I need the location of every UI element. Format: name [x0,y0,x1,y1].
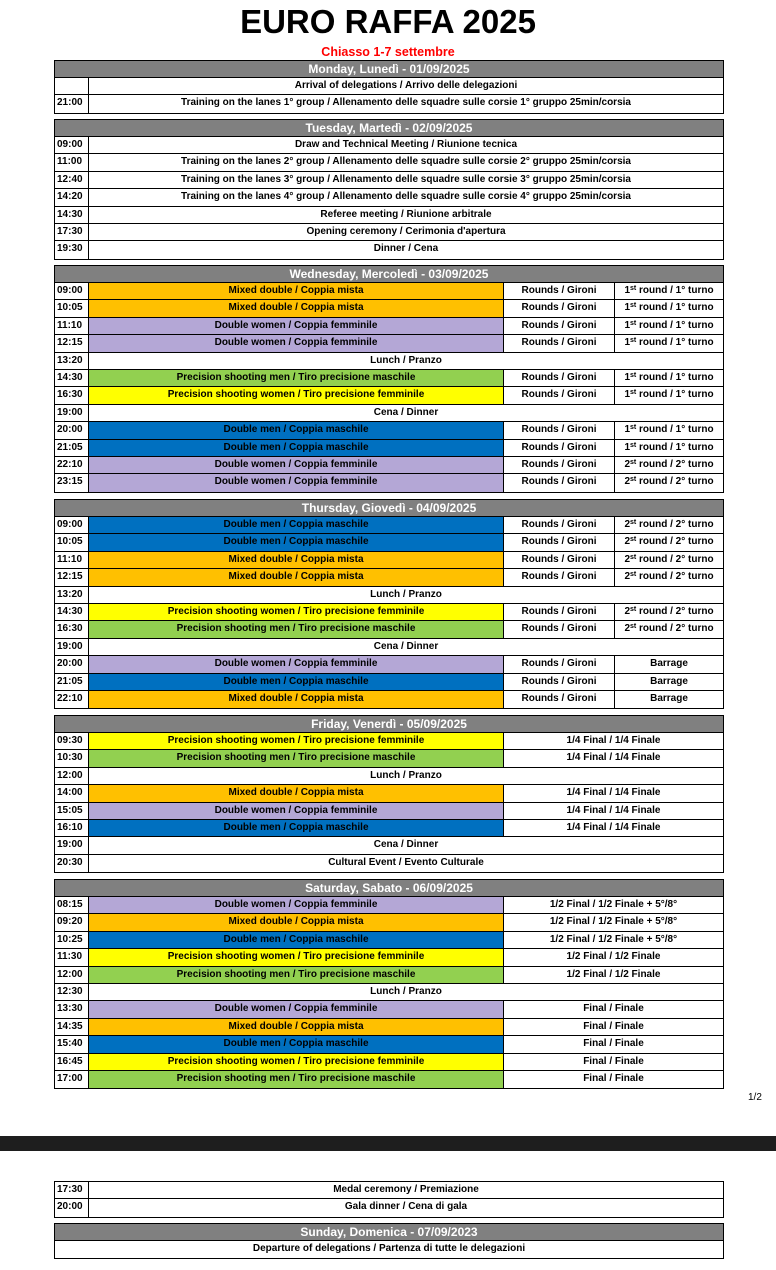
round-label: round / 2° turno [636,623,714,635]
round-number: Barrage [650,675,688,687]
event-cell: Double women / Coppia femminile [89,897,504,913]
round-ordinal-suffix: st [630,571,637,579]
event-cell: Double women / Coppia femminile [89,1001,504,1017]
round-ordinal-suffix: st [630,319,637,327]
day-header: Monday, Lunedì - 01/09/2025 [55,61,723,78]
time-cell: 10:30 [55,750,89,766]
stage-cell: Final / Finale [583,1003,644,1015]
schedule-row [55,370,723,387]
round-label: round / 2° turno [636,519,714,530]
event-cell: Medal ceremony / Premiazione [333,1184,479,1195]
time-cell: 14:30 [55,370,89,386]
time-cell: 08:15 [55,897,89,913]
round-ordinal-suffix: st [630,302,637,310]
round-number: Barrage [650,692,688,704]
stage-cell: 1/2 Final / 1/2 Finale [566,951,661,963]
event-cell: Arrival of delegations / Arrivo delle delegazioni [294,80,518,91]
round-label: round / 2° turno [636,536,714,548]
phase-cell: Rounds / Gironi [504,457,615,473]
event-cell: Double men / Coppia maschile [89,517,504,533]
event-cell: Precision shooting women / Tiro precisione femminile [89,604,504,620]
event-cell: Double men / Coppia maschile [89,440,504,456]
time-cell: 23:15 [55,474,89,491]
time-cell: 09:20 [55,914,89,930]
event-cell: Double men / Coppia maschile [89,932,504,948]
event-cell: Lunch / Pranzo [370,985,442,997]
schedule-row [55,1036,723,1053]
event-cell: Double men / Coppia maschile [89,674,504,690]
round-ordinal-suffix: st [630,605,637,613]
round-ordinal-suffix: st [630,476,637,484]
round-number: 1 [624,371,630,383]
stage-cell: Final / Finale [583,1020,644,1032]
time-cell: 17:00 [55,1071,89,1088]
schedule-row [55,1241,723,1258]
schedule-row [55,1001,723,1018]
time-cell: 14:35 [55,1019,89,1035]
time-cell: 20:00 [55,656,89,672]
round-cell [615,569,723,585]
time-cell: 13:20 [55,587,89,603]
round-number: 1 [624,424,630,436]
schedule-row [55,241,723,258]
round-cell [615,621,723,637]
schedule-row [55,517,723,534]
event-cell: Double women / Coppia femminile [89,457,504,473]
round-ordinal-suffix: st [630,553,637,561]
phase-cell: Rounds / Gironi [504,674,615,690]
schedule-row [55,353,723,370]
event-cell: Double men / Coppia maschile [89,1036,504,1052]
stage-cell: 1/4 Final / 1/4 Finale [566,735,661,746]
stage-cell: 1/4 Final / 1/4 Finale [566,752,661,764]
schedule-row [55,172,723,189]
round-label: round / 1° turno [636,424,714,436]
phase-cell: Rounds / Gironi [504,300,615,316]
phase-cell: Rounds / Gironi [504,517,615,533]
day-block [54,499,724,709]
round-number: Barrage [650,658,688,670]
round-cell [615,370,723,386]
round-cell [615,335,723,351]
round-cell [615,474,723,491]
round-number: 2 [624,536,630,548]
event-cell: Mixed double / Coppia mista [89,1019,504,1035]
time-cell: 12:30 [55,984,89,1000]
schedule-row [55,674,723,691]
time-cell: 14:30 [55,207,89,223]
event-cell: Departure of delegations / Partenza di tutte le delegazioni [252,1243,526,1254]
round-cell [615,440,723,456]
schedule-row [55,78,723,95]
round-ordinal-suffix: st [630,441,637,449]
stage-cell: 1/2 Final / 1/2 Finale + 5°/8° [549,899,678,910]
event-cell: Precision shooting women / Tiro precisione femminile [89,733,504,749]
round-ordinal-suffix: st [630,519,637,526]
event-cell: Mixed double / Coppia mista [89,914,504,930]
time-cell: 10:05 [55,534,89,550]
event-cell: Dinner / Cena [373,243,439,255]
time-cell: 15:40 [55,1036,89,1052]
round-cell [615,691,723,708]
round-number: 1 [624,337,630,349]
event-cell: Mixed double / Coppia mista [89,283,504,299]
time-cell: 11:10 [55,318,89,334]
stage-cell: Final / Finale [583,1055,644,1067]
schedule-row [55,820,723,837]
phase-cell: Rounds / Gironi [504,621,615,637]
round-cell [615,604,723,620]
round-number: 1 [624,389,630,401]
schedule-row [55,300,723,317]
time-cell: 19:30 [55,241,89,258]
round-ordinal-suffix: st [630,285,637,292]
phase-cell: Rounds / Gironi [504,604,615,620]
event-cell: Mixed double / Coppia mista [89,569,504,585]
document-subtitle: Chiasso 1-7 settembre [321,45,455,59]
event-cell: Draw and Technical Meeting / Riunione tecnica [294,139,518,150]
day-header: Tuesday, Martedì - 02/09/2025 [55,120,723,137]
phase-cell: Rounds / Gironi [504,318,615,334]
day-header: Thursday, Giovedì - 04/09/2025 [55,500,723,517]
schedule-row [55,474,723,491]
round-label: round / 1° turno [636,441,714,453]
time-cell: 22:10 [55,457,89,473]
time-cell: 09:30 [55,733,89,749]
round-number: 1 [624,285,630,296]
day-header: Saturday, Sabato - 06/09/2025 [55,880,723,897]
round-cell [615,300,723,316]
schedule-row [55,534,723,551]
schedule-row [55,949,723,966]
time-cell: 17:30 [55,224,89,240]
time-cell: 16:45 [55,1054,89,1070]
time-cell: 21:00 [55,95,89,112]
event-cell: Precision shooting men / Tiro precisione maschile [89,1071,504,1088]
day-block [54,1223,724,1259]
event-cell: Mixed double / Coppia mista [89,691,504,708]
time-cell: 22:10 [55,691,89,708]
schedule-row [55,318,723,335]
round-cell [615,283,723,299]
time-cell: 14:20 [55,189,89,205]
round-label: round / 1° turno [636,302,714,314]
round-ordinal-suffix: st [630,623,637,631]
time-cell: 09:00 [55,137,89,153]
schedule-row [55,1019,723,1036]
round-ordinal-suffix: st [630,337,637,345]
schedule-row [55,569,723,586]
event-cell: Double women / Coppia femminile [89,335,504,351]
time-cell: 09:00 [55,517,89,533]
event-cell: Mixed double / Coppia mista [89,552,504,568]
day-header: Friday, Venerdì - 05/09/2025 [55,716,723,733]
event-cell: Cena / Dinner [373,839,439,851]
event-cell: Double men / Coppia maschile [89,534,504,550]
schedule-row [55,587,723,604]
round-label: round / 2° turno [636,553,714,565]
schedule-row [55,422,723,439]
schedule-row [55,387,723,404]
document-title: EURO RAFFA 2025 [240,3,536,40]
round-ordinal-suffix: st [630,536,637,544]
event-cell: Cena / Dinner [373,406,439,418]
round-cell [615,674,723,690]
schedule-row [55,224,723,241]
schedule-row [55,604,723,621]
phase-cell: Rounds / Gironi [504,474,615,491]
event-cell: Cultural Event / Evento Culturale [328,856,484,868]
time-cell: 12:40 [55,172,89,188]
event-cell: Double men / Coppia maschile [89,820,504,836]
time-cell: 12:15 [55,335,89,351]
phase-cell: Rounds / Gironi [504,387,615,403]
phase-cell: Rounds / Gironi [504,422,615,438]
schedule-row [55,440,723,457]
schedule-row [55,1182,723,1199]
schedule-row [55,1199,723,1216]
event-cell: Double women / Coppia femminile [89,656,504,672]
time-cell: 13:30 [55,1001,89,1017]
phase-cell: Rounds / Gironi [504,283,615,299]
round-label: round / 2° turno [636,476,714,488]
round-cell [615,318,723,334]
page-break-divider [0,1136,776,1151]
round-label: round / 2° turno [636,605,714,617]
round-cell [615,534,723,550]
day-header: Sunday, Domenica - 07/09/2023 [55,1224,723,1241]
time-cell: 20:30 [55,855,89,872]
time-cell: 20:00 [55,422,89,438]
event-cell: Referee meeting / Riunione arbitrale [320,208,492,220]
schedule-row [55,914,723,931]
event-cell: Precision shooting women / Tiro precisione femminile [89,387,504,403]
round-label: round / 2° turno [636,571,714,583]
phase-cell: Rounds / Gironi [504,534,615,550]
event-cell: Precision shooting men / Tiro precisione maschile [89,621,504,637]
schedule-row [55,283,723,300]
schedule-row [55,95,723,112]
time-cell: 16:30 [55,621,89,637]
schedule-row [55,733,723,750]
time-cell: 19:00 [55,837,89,853]
round-ordinal-suffix: st [630,458,637,466]
event-cell: Mixed double / Coppia mista [89,300,504,316]
schedule-row [55,639,723,656]
phase-cell: Rounds / Gironi [504,569,615,585]
event-cell: Gala dinner / Cena di gala [344,1201,468,1213]
time-cell: 19:00 [55,405,89,421]
stage-cell: 1/2 Final / 1/2 Finale + 5°/8° [549,916,678,928]
schedule-row [55,837,723,854]
time-cell: 13:20 [55,353,89,369]
event-cell: Lunch / Pranzo [370,769,442,781]
event-cell: Double women / Coppia femminile [89,803,504,819]
schedule-row [55,768,723,785]
schedule-row [55,405,723,422]
schedule-row [55,457,723,474]
round-number: 2 [624,553,630,565]
time-cell: 20:00 [55,1199,89,1216]
round-number: 2 [624,623,630,635]
round-number: 1 [624,319,630,331]
event-cell: Training on the lanes 3° group / Allenamento delle squadre sulle corsie 3° gruppo 25min/corsia [181,173,631,185]
round-ordinal-suffix: st [630,424,637,432]
round-label: round / 1° turno [636,371,714,383]
schedule-row [55,750,723,767]
stage-cell: 1/4 Final / 1/4 Finale [566,821,661,833]
time-cell: 11:30 [55,949,89,965]
phase-cell: Rounds / Gironi [504,335,615,351]
event-cell: Double women / Coppia femminile [89,474,504,491]
round-number: 2 [624,458,630,470]
schedule-row [55,932,723,949]
event-cell: Training on the lanes 2° group / Allenamento delle squadre sulle corsie 2° gruppo 25min/corsia [181,156,631,168]
phase-cell: Rounds / Gironi [504,691,615,708]
time-cell: 09:00 [55,283,89,299]
round-number: 2 [624,571,630,583]
time-cell: 16:30 [55,387,89,403]
round-ordinal-suffix: st [630,371,637,379]
time-cell: 12:00 [55,967,89,983]
time-cell: 14:30 [55,604,89,620]
event-cell: Opening ceremony / Cerimonia d'apertura [306,225,506,237]
schedule-row [55,621,723,638]
day-block [54,1181,724,1218]
day-block [54,60,724,114]
schedule-row [55,967,723,984]
time-cell [55,78,89,94]
schedule-row [55,1054,723,1071]
round-cell [615,552,723,568]
event-cell: Lunch / Pranzo [370,588,442,600]
day-block [54,879,724,1089]
round-number: 2 [624,519,630,530]
time-cell: 16:10 [55,820,89,836]
round-label: round / 1° turno [636,319,714,331]
day-block [54,715,724,873]
schedule-row [55,207,723,224]
time-cell: 15:05 [55,803,89,819]
stage-cell: 1/4 Final / 1/4 Finale [566,804,661,816]
time-cell: 11:00 [55,154,89,170]
page-number: 1/2 [748,1092,762,1103]
round-cell [615,517,723,533]
round-number: 2 [624,476,630,488]
stage-cell: 1/2 Final / 1/2 Finale + 5°/8° [549,933,678,945]
round-number: 1 [624,302,630,314]
time-cell: 17:30 [55,1182,89,1198]
stage-cell: 1/4 Final / 1/4 Finale [566,787,661,799]
schedule-row [55,855,723,872]
schedule-row [55,691,723,708]
event-cell: Double men / Coppia maschile [89,422,504,438]
time-cell: 21:05 [55,440,89,456]
schedule-row [55,1071,723,1088]
day-block [54,119,724,260]
round-label: round / 1° turno [636,337,714,349]
stage-cell: 1/2 Final / 1/2 Finale [566,968,661,980]
schedule-row [55,189,723,206]
event-cell: Lunch / Pranzo [370,354,442,366]
event-cell: Double women / Coppia femminile [89,318,504,334]
phase-cell: Rounds / Gironi [504,552,615,568]
schedule-row [55,552,723,569]
event-cell: Precision shooting men / Tiro precisione maschile [89,750,504,766]
time-cell: 11:10 [55,552,89,568]
schedule-row [55,335,723,352]
phase-cell: Rounds / Gironi [504,440,615,456]
day-block [54,265,724,493]
round-cell [615,387,723,403]
round-number: 2 [624,605,630,617]
round-cell [615,422,723,438]
schedule-row [55,785,723,802]
round-cell [615,457,723,473]
schedule-row [55,154,723,171]
stage-cell: Final / Finale [583,1038,644,1050]
phase-cell: Rounds / Gironi [504,370,615,386]
time-cell: 12:00 [55,768,89,784]
round-number: 1 [624,441,630,453]
schedule-row [55,897,723,914]
event-cell: Mixed double / Coppia mista [89,785,504,801]
stage-cell: Final / Finale [583,1072,644,1084]
phase-cell: Rounds / Gironi [504,656,615,672]
time-cell: 12:15 [55,569,89,585]
schedule-row [55,984,723,1001]
time-cell: 14:00 [55,785,89,801]
time-cell: 19:00 [55,639,89,655]
event-cell: Training on the lanes 4° group / Allenamento delle squadre sulle corsie 4° gruppo 25min/corsia [181,191,631,203]
round-label: round / 1° turno [636,389,714,401]
round-ordinal-suffix: st [630,389,637,397]
round-label: round / 1° turno [636,285,714,296]
event-cell: Precision shooting women / Tiro precisione femminile [89,1054,504,1070]
event-cell: Precision shooting women / Tiro precisione femminile [89,949,504,965]
schedule-row [55,137,723,154]
schedule-row [55,656,723,673]
schedule-row [55,803,723,820]
event-cell: Precision shooting men / Tiro precisione maschile [89,967,504,983]
day-header: Wednesday, Mercoledì - 03/09/2025 [55,266,723,283]
time-cell: 10:25 [55,932,89,948]
time-cell: 21:05 [55,674,89,690]
round-cell [615,656,723,672]
round-label: round / 2° turno [636,458,714,470]
event-cell: Precision shooting men / Tiro precisione maschile [89,370,504,386]
event-cell: Training on the lanes 1° group / Allenamento delle squadre sulle corsie 1° gruppo 25min/corsia [181,97,631,109]
time-cell: 10:05 [55,300,89,316]
event-cell: Cena / Dinner [373,640,439,652]
